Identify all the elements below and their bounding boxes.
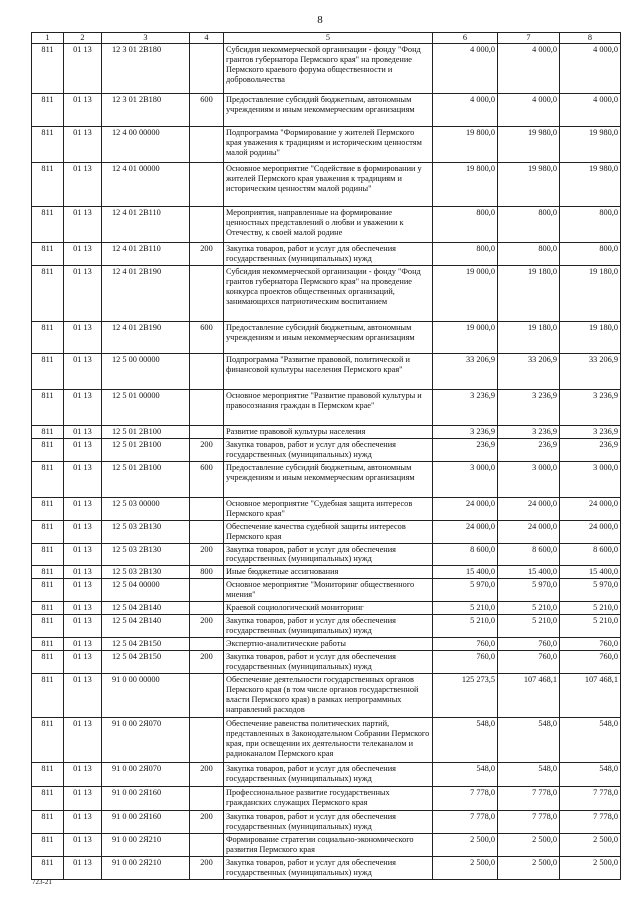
ministry-code-cell: 811 — [32, 543, 64, 566]
target-article-cell: 12 3 01 2В180 — [102, 43, 190, 93]
table-row — [32, 787, 621, 811]
amount-2023-cell: 19 180,0 — [498, 321, 560, 353]
target-article-cell: 12 5 04 2В150 — [102, 651, 190, 674]
column-header: 4 — [190, 33, 224, 44]
table-row — [32, 43, 621, 93]
amount-2022-cell: 800,0 — [433, 242, 498, 265]
target-article-cell: 12 4 01 2В190 — [102, 321, 190, 353]
amount-2024-cell: 107 468,1 — [560, 674, 621, 718]
amount-2024-cell: 548,0 — [560, 763, 621, 787]
target-article-cell: 12 5 01 00000 — [102, 389, 190, 425]
amount-2022-cell: 4 000,0 — [433, 43, 498, 93]
amount-2024-cell: 7 778,0 — [560, 811, 621, 834]
item-name-cell: Закупка товаров, работ и услуг для обеспечения государственных (муниципальных) нужд — [224, 811, 433, 834]
amount-2022-cell: 7 778,0 — [433, 787, 498, 811]
item-name-cell: Обеспечение равенства политических партий, представленных в Законодательном Собрании Пермского края, при освещении их деятельности телеканалом и радиоканалом Пермского края — [224, 718, 433, 763]
item-name-cell: Закупка товаров, работ и услуг для обеспечения государственных (муниципальных) нужд — [224, 438, 433, 461]
ministry-code-cell: 811 — [32, 651, 64, 674]
ministry-code-cell: 811 — [32, 126, 64, 162]
amount-2022-cell: 236,9 — [433, 438, 498, 461]
item-name-cell: Развитие правовой культуры населения — [224, 425, 433, 438]
target-article-cell: 12 5 04 00000 — [102, 579, 190, 602]
table-row — [32, 497, 621, 520]
target-article-cell: 12 5 01 2В100 — [102, 425, 190, 438]
amount-2022-cell: 2 500,0 — [433, 856, 498, 879]
section-code-cell: 01 13 — [64, 602, 102, 615]
item-name-cell: Иные бюджетные ассигнования — [224, 566, 433, 579]
expense-type-cell — [190, 389, 224, 425]
section-code-cell: 01 13 — [64, 93, 102, 126]
item-name-cell: Основное мероприятие "Судебная защита интересов Пермского края" — [224, 497, 433, 520]
amount-2024-cell: 4 000,0 — [560, 93, 621, 126]
item-name-cell: Основное мероприятие "Развитие правовой культуры и правосознания граждан в Пермском крае" — [224, 389, 433, 425]
section-code-cell: 01 13 — [64, 242, 102, 265]
expense-type-cell — [190, 674, 224, 718]
table-row — [32, 461, 621, 497]
expense-type-cell: 800 — [190, 566, 224, 579]
amount-2024-cell: 24 000,0 — [560, 520, 621, 543]
expense-type-cell — [190, 787, 224, 811]
amount-2023-cell: 107 468,1 — [498, 674, 560, 718]
section-code-cell: 01 13 — [64, 353, 102, 389]
expense-type-cell — [190, 579, 224, 602]
ministry-code-cell: 811 — [32, 461, 64, 497]
ministry-code-cell: 811 — [32, 93, 64, 126]
table-row — [32, 425, 621, 438]
ministry-code-cell: 811 — [32, 242, 64, 265]
item-name-cell: Предоставление субсидий бюджетным, автономным учреждениям и иным некоммерческим организациям — [224, 461, 433, 497]
document-code: 723-21 — [32, 878, 52, 886]
ministry-code-cell: 811 — [32, 353, 64, 389]
amount-2023-cell: 548,0 — [498, 763, 560, 787]
target-article-cell: 12 5 04 2В140 — [102, 615, 190, 638]
item-name-cell: Субсидия некоммерческой организации - фонду "Фонд грантов губернатора Пермского края" на проведение Пермского краевого форума общественности и добровольчества — [224, 43, 433, 93]
ministry-code-cell: 811 — [32, 811, 64, 834]
item-name-cell: Закупка товаров, работ и услуг для обеспечения государственных (муниципальных) нужд — [224, 856, 433, 879]
amount-2023-cell: 2 500,0 — [498, 856, 560, 879]
amount-2023-cell: 24 000,0 — [498, 497, 560, 520]
amount-2022-cell: 2 500,0 — [433, 834, 498, 857]
table-row — [32, 242, 621, 265]
table-row — [32, 718, 621, 763]
amount-2023-cell: 548,0 — [498, 718, 560, 763]
ministry-code-cell: 811 — [32, 638, 64, 651]
amount-2024-cell: 19 180,0 — [560, 265, 621, 321]
ministry-code-cell: 811 — [32, 579, 64, 602]
section-code-cell: 01 13 — [64, 461, 102, 497]
ministry-code-cell: 811 — [32, 43, 64, 93]
amount-2023-cell: 8 600,0 — [498, 543, 560, 566]
table-row — [32, 651, 621, 674]
amount-2024-cell: 800,0 — [560, 206, 621, 242]
target-article-cell: 12 5 03 2В130 — [102, 520, 190, 543]
amount-2022-cell: 5 970,0 — [433, 579, 498, 602]
amount-2024-cell: 3 000,0 — [560, 461, 621, 497]
section-code-cell: 01 13 — [64, 834, 102, 857]
target-article-cell: 12 5 03 00000 — [102, 497, 190, 520]
ministry-code-cell: 811 — [32, 763, 64, 787]
section-code-cell: 01 13 — [64, 520, 102, 543]
expense-type-cell: 200 — [190, 856, 224, 879]
target-article-cell: 12 5 01 2В100 — [102, 461, 190, 497]
item-name-cell: Закупка товаров, работ и услуг для обеспечения государственных (муниципальных) нужд — [224, 651, 433, 674]
header-row — [32, 33, 621, 44]
target-article-cell: 91 0 00 2Я070 — [102, 763, 190, 787]
target-article-cell: 91 0 00 2Я070 — [102, 718, 190, 763]
amount-2024-cell: 760,0 — [560, 638, 621, 651]
amount-2022-cell: 15 400,0 — [433, 566, 498, 579]
expense-type-cell — [190, 353, 224, 389]
amount-2022-cell: 5 210,0 — [433, 602, 498, 615]
target-article-cell: 12 4 01 2В110 — [102, 242, 190, 265]
amount-2022-cell: 5 210,0 — [433, 615, 498, 638]
expense-type-cell: 600 — [190, 321, 224, 353]
expense-type-cell: 200 — [190, 615, 224, 638]
table-row — [32, 763, 621, 787]
column-header: 6 — [433, 33, 498, 44]
amount-2023-cell: 5 210,0 — [498, 602, 560, 615]
amount-2023-cell: 760,0 — [498, 638, 560, 651]
section-code-cell: 01 13 — [64, 543, 102, 566]
ministry-code-cell: 811 — [32, 389, 64, 425]
table-row — [32, 321, 621, 353]
target-article-cell: 12 5 00 00000 — [102, 353, 190, 389]
amount-2024-cell: 3 236,9 — [560, 389, 621, 425]
expense-type-cell — [190, 718, 224, 763]
expense-type-cell — [190, 602, 224, 615]
expense-type-cell: 200 — [190, 811, 224, 834]
ministry-code-cell: 811 — [32, 856, 64, 879]
table-row — [32, 811, 621, 834]
section-code-cell: 01 13 — [64, 425, 102, 438]
amount-2024-cell: 800,0 — [560, 242, 621, 265]
section-code-cell: 01 13 — [64, 579, 102, 602]
expense-type-cell: 200 — [190, 651, 224, 674]
table-row — [32, 93, 621, 126]
ministry-code-cell: 811 — [32, 438, 64, 461]
table-row — [32, 520, 621, 543]
amount-2024-cell: 33 206,9 — [560, 353, 621, 389]
amount-2022-cell: 3 236,9 — [433, 389, 498, 425]
ministry-code-cell: 811 — [32, 162, 64, 206]
section-code-cell: 01 13 — [64, 811, 102, 834]
column-header: 3 — [102, 33, 190, 44]
amount-2022-cell: 24 000,0 — [433, 520, 498, 543]
amount-2022-cell: 19 800,0 — [433, 126, 498, 162]
amount-2024-cell: 19 980,0 — [560, 162, 621, 206]
item-name-cell: Экспертно-аналитические работы — [224, 638, 433, 651]
ministry-code-cell: 811 — [32, 718, 64, 763]
section-code-cell: 01 13 — [64, 856, 102, 879]
amount-2022-cell: 4 000,0 — [433, 93, 498, 126]
section-code-cell: 01 13 — [64, 321, 102, 353]
amount-2024-cell: 760,0 — [560, 651, 621, 674]
amount-2023-cell: 760,0 — [498, 651, 560, 674]
target-article-cell: 12 5 03 2В130 — [102, 566, 190, 579]
amount-2022-cell: 760,0 — [433, 638, 498, 651]
section-code-cell: 01 13 — [64, 674, 102, 718]
column-header: 1 — [32, 33, 64, 44]
expense-type-cell: 200 — [190, 763, 224, 787]
expense-type-cell — [190, 206, 224, 242]
target-article-cell: 12 5 04 2В150 — [102, 638, 190, 651]
section-code-cell: 01 13 — [64, 651, 102, 674]
amount-2024-cell: 3 236,9 — [560, 425, 621, 438]
table-row — [32, 438, 621, 461]
amount-2024-cell: 2 500,0 — [560, 834, 621, 857]
item-name-cell: Подпрограмма "Развитие правовой, политической и финансовой культуры населения Пермского края" — [224, 353, 433, 389]
section-code-cell: 01 13 — [64, 206, 102, 242]
item-name-cell: Краевой социологический мониторинг — [224, 602, 433, 615]
ministry-code-cell: 811 — [32, 566, 64, 579]
amount-2024-cell: 5 210,0 — [560, 615, 621, 638]
amount-2023-cell: 4 000,0 — [498, 93, 560, 126]
amount-2024-cell: 7 778,0 — [560, 787, 621, 811]
amount-2022-cell: 548,0 — [433, 763, 498, 787]
amount-2023-cell: 3 236,9 — [498, 389, 560, 425]
expense-type-cell — [190, 520, 224, 543]
section-code-cell: 01 13 — [64, 638, 102, 651]
section-code-cell: 01 13 — [64, 438, 102, 461]
item-name-cell: Предоставление субсидий бюджетным, автономным учреждениям и иным некоммерческим организациям — [224, 321, 433, 353]
amount-2023-cell: 33 206,9 — [498, 353, 560, 389]
target-article-cell: 91 0 00 2Я210 — [102, 856, 190, 879]
ministry-code-cell: 811 — [32, 321, 64, 353]
section-code-cell: 01 13 — [64, 497, 102, 520]
section-code-cell: 01 13 — [64, 162, 102, 206]
target-article-cell: 12 4 01 00000 — [102, 162, 190, 206]
ministry-code-cell: 811 — [32, 265, 64, 321]
expense-type-cell — [190, 265, 224, 321]
target-article-cell: 12 4 01 2В190 — [102, 265, 190, 321]
ministry-code-cell: 811 — [32, 497, 64, 520]
table-row — [32, 162, 621, 206]
amount-2023-cell: 5 970,0 — [498, 579, 560, 602]
item-name-cell: Закупка товаров, работ и услуг для обеспечения государственных (муниципальных) нужд — [224, 543, 433, 566]
table-row — [32, 602, 621, 615]
item-name-cell: Подпрограмма "Формирование у жителей Пермского края уважения к традициям и историческим ценностям малой родины" — [224, 126, 433, 162]
table-row — [32, 543, 621, 566]
column-header: 2 — [64, 33, 102, 44]
table-row — [32, 206, 621, 242]
target-article-cell: 12 3 01 2В180 — [102, 93, 190, 126]
amount-2022-cell: 19 800,0 — [433, 162, 498, 206]
item-name-cell: Предоставление субсидий бюджетным, автономным учреждениям и иным некоммерческим организациям — [224, 93, 433, 126]
amount-2023-cell: 19 980,0 — [498, 126, 560, 162]
amount-2023-cell: 7 778,0 — [498, 787, 560, 811]
amount-2024-cell: 19 980,0 — [560, 126, 621, 162]
item-name-cell: Обеспечение качества судебной защиты интересов Пермского края — [224, 520, 433, 543]
expense-type-cell — [190, 43, 224, 93]
amount-2023-cell: 7 778,0 — [498, 811, 560, 834]
expense-type-cell — [190, 638, 224, 651]
amount-2024-cell: 236,9 — [560, 438, 621, 461]
section-code-cell: 01 13 — [64, 763, 102, 787]
item-name-cell: Закупка товаров, работ и услуг для обеспечения государственных (муниципальных) нужд — [224, 615, 433, 638]
expense-type-cell — [190, 834, 224, 857]
amount-2022-cell: 3 000,0 — [433, 461, 498, 497]
expense-type-cell — [190, 497, 224, 520]
target-article-cell: 91 0 00 00000 — [102, 674, 190, 718]
section-code-cell: 01 13 — [64, 718, 102, 763]
amount-2022-cell: 8 600,0 — [433, 543, 498, 566]
amount-2023-cell: 4 000,0 — [498, 43, 560, 93]
table-row — [32, 566, 621, 579]
amount-2023-cell: 19 180,0 — [498, 265, 560, 321]
table-row — [32, 834, 621, 857]
target-article-cell: 91 0 00 2Я160 — [102, 811, 190, 834]
expense-type-cell: 600 — [190, 93, 224, 126]
amount-2024-cell: 5 210,0 — [560, 602, 621, 615]
ministry-code-cell: 811 — [32, 615, 64, 638]
amount-2023-cell: 15 400,0 — [498, 566, 560, 579]
amount-2024-cell: 548,0 — [560, 718, 621, 763]
item-name-cell: Мероприятия, направленные на формирование ценностных представлений о любви и уважении к Отечеству, к своей малой родине — [224, 206, 433, 242]
section-code-cell: 01 13 — [64, 126, 102, 162]
amount-2023-cell: 236,9 — [498, 438, 560, 461]
ministry-code-cell: 811 — [32, 425, 64, 438]
amount-2022-cell: 24 000,0 — [433, 497, 498, 520]
page-number: 8 — [317, 14, 323, 26]
amount-2022-cell: 19 000,0 — [433, 321, 498, 353]
amount-2024-cell: 8 600,0 — [560, 543, 621, 566]
item-name-cell: Обеспечение деятельности государственных органов Пермского края (в том числе органов государственной власти Пермского края) в рамках непрограммных направлений расходов — [224, 674, 433, 718]
expense-type-cell — [190, 126, 224, 162]
amount-2024-cell: 4 000,0 — [560, 43, 621, 93]
expense-type-cell — [190, 425, 224, 438]
amount-2023-cell: 3 236,9 — [498, 425, 560, 438]
amount-2022-cell: 760,0 — [433, 651, 498, 674]
ministry-code-cell: 811 — [32, 520, 64, 543]
amount-2024-cell: 2 500,0 — [560, 856, 621, 879]
section-code-cell: 01 13 — [64, 265, 102, 321]
table-row — [32, 615, 621, 638]
table-body — [32, 43, 621, 879]
expense-type-cell: 200 — [190, 543, 224, 566]
ministry-code-cell: 811 — [32, 206, 64, 242]
expense-type-cell: 200 — [190, 242, 224, 265]
column-header: 7 — [498, 33, 560, 44]
ministry-code-cell: 811 — [32, 834, 64, 857]
target-article-cell: 12 4 00 00000 — [102, 126, 190, 162]
item-name-cell: Профессиональное развитие государственных гражданских служащих Пермского края — [224, 787, 433, 811]
ministry-code-cell: 811 — [32, 602, 64, 615]
section-code-cell: 01 13 — [64, 566, 102, 579]
amount-2023-cell: 5 210,0 — [498, 615, 560, 638]
amount-2023-cell: 800,0 — [498, 242, 560, 265]
amount-2023-cell: 3 000,0 — [498, 461, 560, 497]
ministry-code-cell: 811 — [32, 674, 64, 718]
amount-2023-cell: 2 500,0 — [498, 834, 560, 857]
item-name-cell: Формирование стратегии социально-экономического развития Пермского края — [224, 834, 433, 857]
section-code-cell: 01 13 — [64, 615, 102, 638]
budget-table — [31, 32, 621, 880]
table-row — [32, 353, 621, 389]
column-header: 8 — [560, 33, 621, 44]
amount-2023-cell: 19 980,0 — [498, 162, 560, 206]
table-row — [32, 389, 621, 425]
item-name-cell: Закупка товаров, работ и услуг для обеспечения государственных (муниципальных) нужд — [224, 242, 433, 265]
amount-2022-cell: 33 206,9 — [433, 353, 498, 389]
amount-2022-cell: 7 778,0 — [433, 811, 498, 834]
expense-type-cell: 200 — [190, 438, 224, 461]
table-row — [32, 638, 621, 651]
target-article-cell: 12 5 04 2В140 — [102, 602, 190, 615]
table-row — [32, 579, 621, 602]
section-code-cell: 01 13 — [64, 43, 102, 93]
amount-2022-cell: 548,0 — [433, 718, 498, 763]
amount-2024-cell: 19 180,0 — [560, 321, 621, 353]
amount-2023-cell: 800,0 — [498, 206, 560, 242]
table-row — [32, 856, 621, 879]
expense-type-cell: 600 — [190, 461, 224, 497]
amount-2022-cell: 125 273,5 — [433, 674, 498, 718]
amount-2024-cell: 15 400,0 — [560, 566, 621, 579]
section-code-cell: 01 13 — [64, 787, 102, 811]
item-name-cell: Субсидия некоммерческой организации - фонду "Фонд грантов губернатора Пермского края" на проведение конкурса проектов общественных организаций, занимающихся патриотическим воспитанием — [224, 265, 433, 321]
amount-2022-cell: 800,0 — [433, 206, 498, 242]
amount-2024-cell: 24 000,0 — [560, 497, 621, 520]
item-name-cell: Основное мероприятие "Мониторинг общественного мнения" — [224, 579, 433, 602]
amount-2022-cell: 3 236,9 — [433, 425, 498, 438]
amount-2024-cell: 5 970,0 — [560, 579, 621, 602]
amount-2023-cell: 24 000,0 — [498, 520, 560, 543]
table-row — [32, 674, 621, 718]
expense-type-cell — [190, 162, 224, 206]
item-name-cell: Закупка товаров, работ и услуг для обеспечения государственных (муниципальных) нужд — [224, 763, 433, 787]
ministry-code-cell: 811 — [32, 787, 64, 811]
table-row — [32, 126, 621, 162]
amount-2022-cell: 19 000,0 — [433, 265, 498, 321]
item-name-cell: Основное мероприятие "Содействие в формировании у жителей Пермского края уважения к традициям и историческим ценностям малой родины" — [224, 162, 433, 206]
target-article-cell: 12 5 03 2В130 — [102, 543, 190, 566]
table-row — [32, 265, 621, 321]
target-article-cell: 91 0 00 2Я160 — [102, 787, 190, 811]
column-header: 5 — [224, 33, 433, 44]
target-article-cell: 12 5 01 2В100 — [102, 438, 190, 461]
target-article-cell: 91 0 00 2Я210 — [102, 834, 190, 857]
section-code-cell: 01 13 — [64, 389, 102, 425]
target-article-cell: 12 4 01 2В110 — [102, 206, 190, 242]
